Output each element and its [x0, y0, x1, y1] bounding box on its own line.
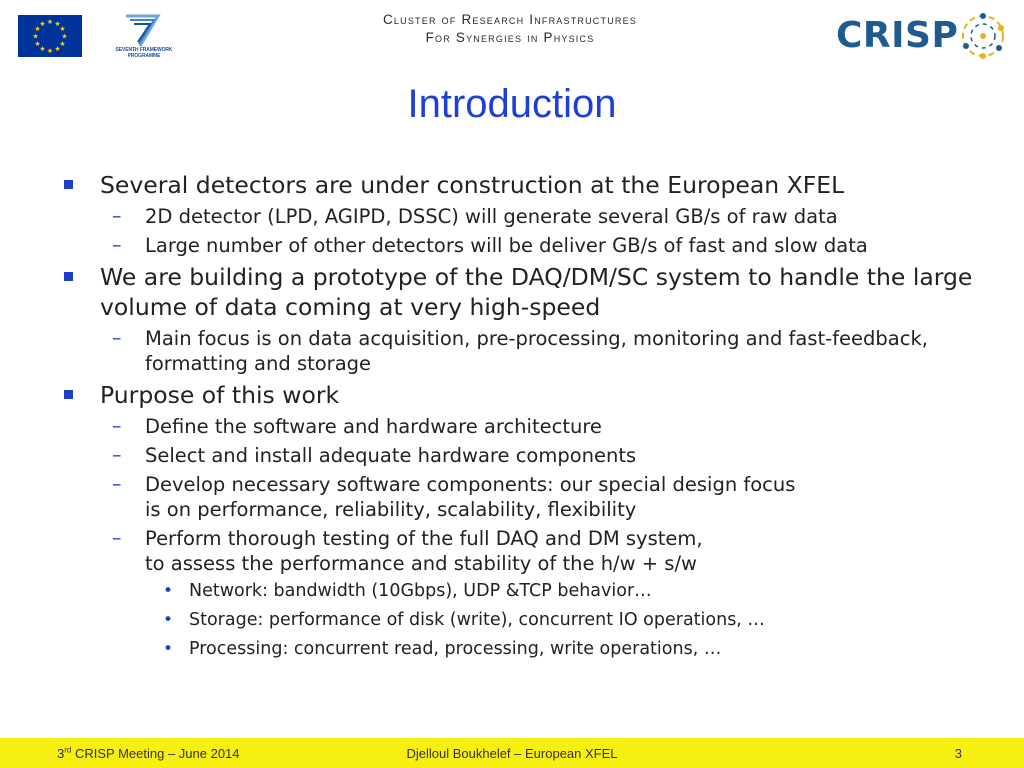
- square-bullet-icon: [64, 390, 73, 399]
- footer-author: Djelloul Boukhelef – European XFEL: [406, 746, 618, 761]
- cluster-title-line1: Cluster of Research Infrastructures: [382, 12, 638, 27]
- dash-bullet-icon: –: [112, 527, 122, 549]
- crisp-logo: [836, 6, 1014, 66]
- page-number: 3: [954, 746, 962, 761]
- dash-bullet-icon: –: [112, 234, 122, 256]
- bullet-level1: [60, 170, 980, 200]
- dot-bullet-icon: •: [163, 581, 174, 601]
- footer-meeting-number: 3: [57, 746, 65, 761]
- bullet-text: Purpose of this work: [100, 381, 340, 409]
- bullet-level2: [60, 233, 980, 258]
- bullet-level2: [60, 526, 980, 576]
- footer-meeting-text: CRISP Meeting – June 2014: [71, 746, 240, 761]
- square-bullet-icon: [64, 272, 73, 281]
- square-bullet-icon: [64, 180, 73, 189]
- bullet-text: 2D detector (LPD, AGIPD, DSSC) will generate several GB/s of raw data: [145, 205, 838, 228]
- svg-text:★: ★: [54, 45, 61, 53]
- svg-text:★: ★: [46, 18, 54, 26]
- bullet-level2: [60, 414, 980, 439]
- svg-text:★: ★: [34, 25, 41, 33]
- bullet-text: Select and install adequate hardware components: [145, 444, 637, 467]
- bullet-level1: [60, 380, 980, 410]
- bullet-level1: [60, 262, 980, 322]
- bullet-level3: [60, 609, 980, 632]
- bullet-level2: [60, 443, 980, 468]
- bullet-level3: [60, 638, 980, 661]
- cluster-title: [260, 11, 760, 47]
- bullet-text-line: to assess the performance and stability of the h/w + s/w: [145, 552, 697, 575]
- slide-title: Introduction: [407, 82, 617, 126]
- crisp-logo-text: CRISP: [836, 15, 959, 56]
- fp7-caption: SEVENTH FRAMEWORK PROGRAMME: [115, 47, 173, 59]
- bullet-text: Processing: concurrent read, processing, write operations, …: [189, 639, 722, 659]
- bullet-text: Large number of other detectors will be deliver GB/s of fast and slow data: [145, 234, 868, 257]
- eu-flag-logo: [18, 15, 82, 57]
- bullet-level2: [60, 472, 980, 522]
- bullet-level2: [60, 204, 980, 229]
- cluster-title-line2: For Synergies in Physics: [425, 30, 595, 45]
- dash-bullet-icon: –: [112, 473, 122, 495]
- dash-bullet-icon: –: [112, 444, 122, 466]
- bullet-text: We are building a prototype of the DAQ/DM/SC system to handle the large volume of data coming at very high-speed: [100, 263, 973, 321]
- svg-text:★: ★: [59, 25, 66, 33]
- bullet-text-line: Develop necessary software components: our special design focus: [145, 473, 796, 496]
- slide-footer: [0, 738, 1024, 768]
- footer-meeting-ordinal: rd: [64, 745, 72, 755]
- dot-bullet-icon: •: [163, 639, 174, 659]
- bullet-text-line: is on performance, reliability, scalability, flexibility: [145, 498, 637, 521]
- dash-bullet-icon: –: [112, 205, 122, 227]
- bullet-level3: [60, 580, 980, 603]
- slide-body: [60, 170, 980, 667]
- bullet-text: Storage: performance of disk (write), concurrent IO operations, …: [189, 610, 765, 630]
- svg-text:★: ★: [39, 20, 46, 28]
- svg-text:★: ★: [54, 20, 61, 28]
- bullet-text: Define the software and hardware architecture: [145, 415, 602, 438]
- fp7-logo: [112, 12, 176, 62]
- bullet-level2: [60, 326, 980, 376]
- bullet-text: Main focus is on data acquisition, pre-processing, monitoring and fast-feedback, formatting and storage: [145, 327, 928, 375]
- svg-text:★: ★: [39, 45, 46, 53]
- svg-text:★: ★: [61, 32, 68, 41]
- dash-bullet-icon: –: [112, 327, 122, 349]
- svg-text:★: ★: [59, 40, 66, 48]
- crisp-ring-icon: [954, 8, 1012, 64]
- svg-text:★: ★: [32, 32, 39, 41]
- svg-text:★: ★: [46, 47, 54, 55]
- bullet-text: Network: bandwidth (10Gbps), UDP &TCP behavior…: [189, 581, 652, 601]
- dash-bullet-icon: –: [112, 415, 122, 437]
- bullet-text-line: Perform thorough testing of the full DAQ and DM system,: [145, 527, 703, 550]
- dot-bullet-icon: •: [163, 610, 174, 630]
- svg-text:★: ★: [34, 40, 41, 48]
- bullet-text: Several detectors are under construction at the European XFEL: [100, 171, 845, 199]
